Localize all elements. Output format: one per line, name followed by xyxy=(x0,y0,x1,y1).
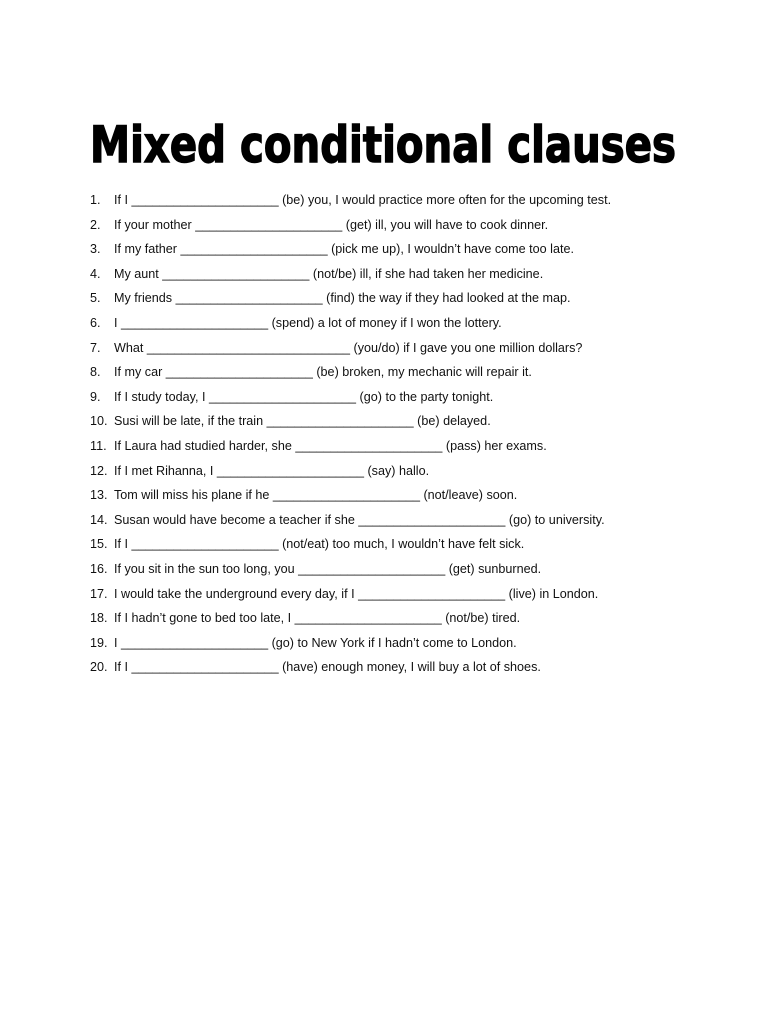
exercise-sentence: If your mother _____________________ (get) ill, you will have to cook dinner. xyxy=(114,217,549,232)
exercise-number: 7. xyxy=(90,340,101,355)
exercise-sentence: Susi will be late, if the train _____________________ (be) delayed. xyxy=(114,414,491,429)
exercise-item xyxy=(90,365,730,390)
exercise-item xyxy=(90,488,730,513)
exercise-sentence: My friends _____________________ (find) the way if they had looked at the map. xyxy=(114,291,571,306)
exercise-sentence: I _____________________ (spend) a lot of money if I won the lottery. xyxy=(114,315,502,330)
exercise-sentence: If I hadn’t gone to bed too late, I _____________________ (not/be) tired. xyxy=(114,611,521,626)
exercise-number: 18. xyxy=(90,611,108,626)
exercise-item xyxy=(90,562,730,587)
exercise-item xyxy=(90,242,730,267)
worksheet-title xyxy=(90,104,680,176)
exercise-number: 13. xyxy=(90,488,108,503)
exercise-item xyxy=(90,439,730,464)
exercise-number: 11. xyxy=(90,438,107,453)
exercise-item xyxy=(90,218,730,243)
exercise-sentence: If I _____________________ (be) you, I would practice more often for the upcoming test. xyxy=(114,193,612,207)
exercise-item xyxy=(90,660,730,685)
exercise-sentence: My aunt _____________________ (not/be) ill, if she had taken her medicine. xyxy=(114,266,544,281)
exercise-number: 9. xyxy=(90,389,101,404)
exercise-sentence: What _____________________________ (you/do) if I gave you one million dollars? xyxy=(114,340,583,355)
exercise-sentence: If I _____________________ (have) enough money, I will buy a lot of shoes. xyxy=(114,660,541,675)
exercise-number: 10. xyxy=(90,414,108,429)
exercise-number: 3. xyxy=(90,242,101,257)
exercise-number: 1. xyxy=(90,193,101,207)
exercise-item xyxy=(90,291,730,316)
worksheet-title-text: Mixed conditional clauses xyxy=(90,116,676,174)
exercise-number: 17. xyxy=(90,586,108,601)
exercise-number: 6. xyxy=(90,315,101,330)
exercise-item xyxy=(90,464,730,489)
exercise-sentence: I would take the underground every day, if I _____________________ (live) in London. xyxy=(114,586,599,601)
exercise-sentence: If I _____________________ (not/eat) too much, I wouldn’t have felt sick. xyxy=(114,537,525,552)
exercise-number: 8. xyxy=(90,365,101,380)
exercise-sentence: Tom will miss his plane if he _____________________ (not/leave) soon. xyxy=(114,488,518,503)
exercise-item xyxy=(90,611,730,636)
exercise-number: 15. xyxy=(90,537,108,552)
exercise-item xyxy=(90,513,730,538)
exercise-number: 16. xyxy=(90,561,108,576)
exercise-sentence: Susan would have become a teacher if she _____________________ (go) to university. xyxy=(114,512,605,527)
exercise-sentence: I _____________________ (go) to New York if I hadn’t come to London. xyxy=(114,635,517,650)
exercise-number: 14. xyxy=(90,512,108,527)
exercise-sentence: If Laura had studied harder, she _____________________ (pass) her exams. xyxy=(114,438,547,453)
exercise-sentence: If you sit in the sun too long, you _____________________ (get) sunburned. xyxy=(114,561,542,576)
exercise-item xyxy=(90,636,730,661)
worksheet-title-graphic xyxy=(90,104,680,176)
exercise-item xyxy=(90,587,730,612)
exercise-number: 19. xyxy=(90,635,108,650)
exercise-item xyxy=(90,414,730,439)
exercise-sentence: If my father _____________________ (pick me up), I wouldn’t have come too late. xyxy=(114,242,574,257)
exercise-number: 2. xyxy=(90,217,101,232)
exercise-sentence: If I study today, I _____________________ (go) to the party tonight. xyxy=(114,389,494,404)
exercise-number: 4. xyxy=(90,266,101,281)
exercise-sentence: If my car _____________________ (be) broken, my mechanic will repair it. xyxy=(114,365,532,380)
exercise-number: 12. xyxy=(90,463,108,478)
exercise-item xyxy=(90,341,730,366)
exercise-item xyxy=(90,316,730,341)
exercise-number: 20. xyxy=(90,660,108,675)
exercise-item xyxy=(90,537,730,562)
exercise-item xyxy=(90,193,730,218)
exercise-item xyxy=(90,390,730,415)
exercise-item xyxy=(90,267,730,292)
exercise-number: 5. xyxy=(90,291,101,306)
exercise-list xyxy=(90,193,730,685)
exercise-sentence: If I met Rihanna, I _____________________ (say) hallo. xyxy=(114,463,430,478)
